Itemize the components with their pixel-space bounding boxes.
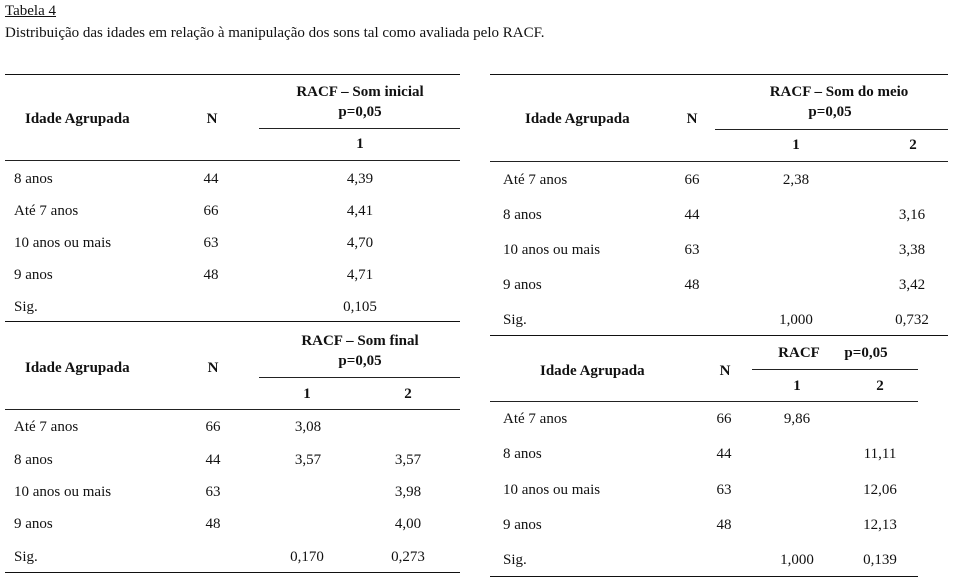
- value-cell-1: 3,08: [294, 419, 322, 435]
- sig-value-2: 0,139: [863, 552, 897, 568]
- n-cell: 44: [203, 171, 219, 187]
- n-cell: 66: [205, 419, 221, 435]
- n-cell: 44: [716, 446, 732, 462]
- group-header-p: p=0,05: [338, 353, 382, 369]
- n-cell: 48: [205, 516, 221, 532]
- col-header-idade: Idade Agrupada: [525, 111, 630, 127]
- age-cell: 10 anos ou mais: [14, 484, 112, 500]
- value-cell-2: 3,16: [898, 207, 926, 223]
- age-cell: 10 anos ou mais: [503, 482, 601, 498]
- n-cell: 63: [716, 482, 732, 498]
- n-cell: 44: [205, 452, 221, 468]
- n-cell: 66: [203, 203, 219, 219]
- col-header-n: N: [686, 111, 698, 127]
- sig-value-1: 1,000: [780, 552, 814, 568]
- value-cell: 4,39: [346, 171, 374, 187]
- sig-value-2: 0,732: [895, 312, 929, 328]
- n-cell: 63: [203, 235, 219, 251]
- group-header-p: p=0,05: [808, 104, 852, 120]
- value-cell-2: 11,11: [863, 446, 897, 462]
- n-cell: 44: [684, 207, 700, 223]
- n-cell: 66: [716, 411, 732, 427]
- age-cell: 9 anos: [503, 277, 542, 293]
- value-cell: 4,70: [346, 235, 374, 251]
- age-cell: 8 anos: [14, 171, 53, 187]
- value-cell-2: 12,06: [863, 482, 897, 498]
- value-cell-2: 3,98: [394, 484, 422, 500]
- sig-label: Sig.: [14, 299, 38, 315]
- age-cell: 10 anos ou mais: [503, 242, 601, 258]
- age-cell: 10 anos ou mais: [14, 235, 112, 251]
- n-cell: 63: [684, 242, 700, 258]
- age-cell: 9 anos: [503, 517, 542, 533]
- value-cell-1: 9,86: [783, 411, 811, 427]
- age-cell: 9 anos: [14, 267, 53, 283]
- col-header-n: N: [206, 111, 218, 127]
- group-header-p: p=0,05: [844, 345, 888, 361]
- n-cell: 63: [205, 484, 221, 500]
- subset-header-1: 1: [303, 386, 311, 402]
- age-cell: Até 7 anos: [503, 172, 568, 188]
- subset-header-2: 2: [876, 378, 884, 394]
- age-cell: Até 7 anos: [14, 419, 79, 435]
- group-header-p: p=0,05: [338, 104, 382, 120]
- sig-value-1: 1,000: [779, 312, 813, 328]
- group-header-title: RACF – Som do meio: [769, 84, 909, 100]
- subset-header-2: 2: [909, 137, 917, 153]
- table-number: Tabela 4: [5, 3, 57, 19]
- age-cell: 8 anos: [503, 207, 542, 223]
- n-cell: 48: [716, 517, 732, 533]
- sig-label: Sig.: [14, 549, 38, 565]
- n-cell: 48: [203, 267, 219, 283]
- age-cell: Até 7 anos: [503, 411, 568, 427]
- value-cell-2: 12,13: [863, 517, 897, 533]
- col-header-n: N: [719, 363, 731, 379]
- value-cell-2: 3,57: [394, 452, 422, 468]
- sig-label: Sig.: [503, 552, 527, 568]
- value-cell-2: 3,42: [898, 277, 926, 293]
- age-cell: 8 anos: [14, 452, 53, 468]
- n-cell: 66: [684, 172, 700, 188]
- age-cell: Até 7 anos: [14, 203, 79, 219]
- subset-header-1: 1: [792, 137, 800, 153]
- subset-header-1: 1: [793, 378, 801, 394]
- value-cell: 4,71: [346, 267, 374, 283]
- value-cell-2: 4,00: [394, 516, 422, 532]
- group-header-title: RACF: [778, 345, 820, 361]
- subset-header-1: 1: [356, 136, 364, 152]
- subset-header-2: 2: [404, 386, 412, 402]
- age-cell: 8 anos: [503, 446, 542, 462]
- sig-value-1: 0,105: [343, 299, 377, 315]
- table-caption: Distribuição das idades em relação à manipulação dos sons tal como avaliada pelo RACF.: [5, 25, 545, 41]
- value-cell-1: 3,57: [294, 452, 322, 468]
- col-header-idade: Idade Agrupada: [25, 111, 130, 127]
- age-cell: 9 anos: [14, 516, 53, 532]
- group-header-title: RACF – Som final: [301, 333, 419, 349]
- col-header-n: N: [207, 360, 219, 376]
- value-cell: 4,41: [346, 203, 374, 219]
- n-cell: 48: [684, 277, 700, 293]
- sig-label: Sig.: [503, 312, 527, 328]
- col-header-idade: Idade Agrupada: [25, 360, 130, 376]
- sig-value-1: 0,170: [290, 549, 324, 565]
- value-cell-1: 2,38: [782, 172, 810, 188]
- sig-value-2: 0,273: [391, 549, 425, 565]
- group-header-title: RACF – Som inicial: [296, 84, 424, 100]
- col-header-idade: Idade Agrupada: [540, 363, 645, 379]
- value-cell-2: 3,38: [898, 242, 926, 258]
